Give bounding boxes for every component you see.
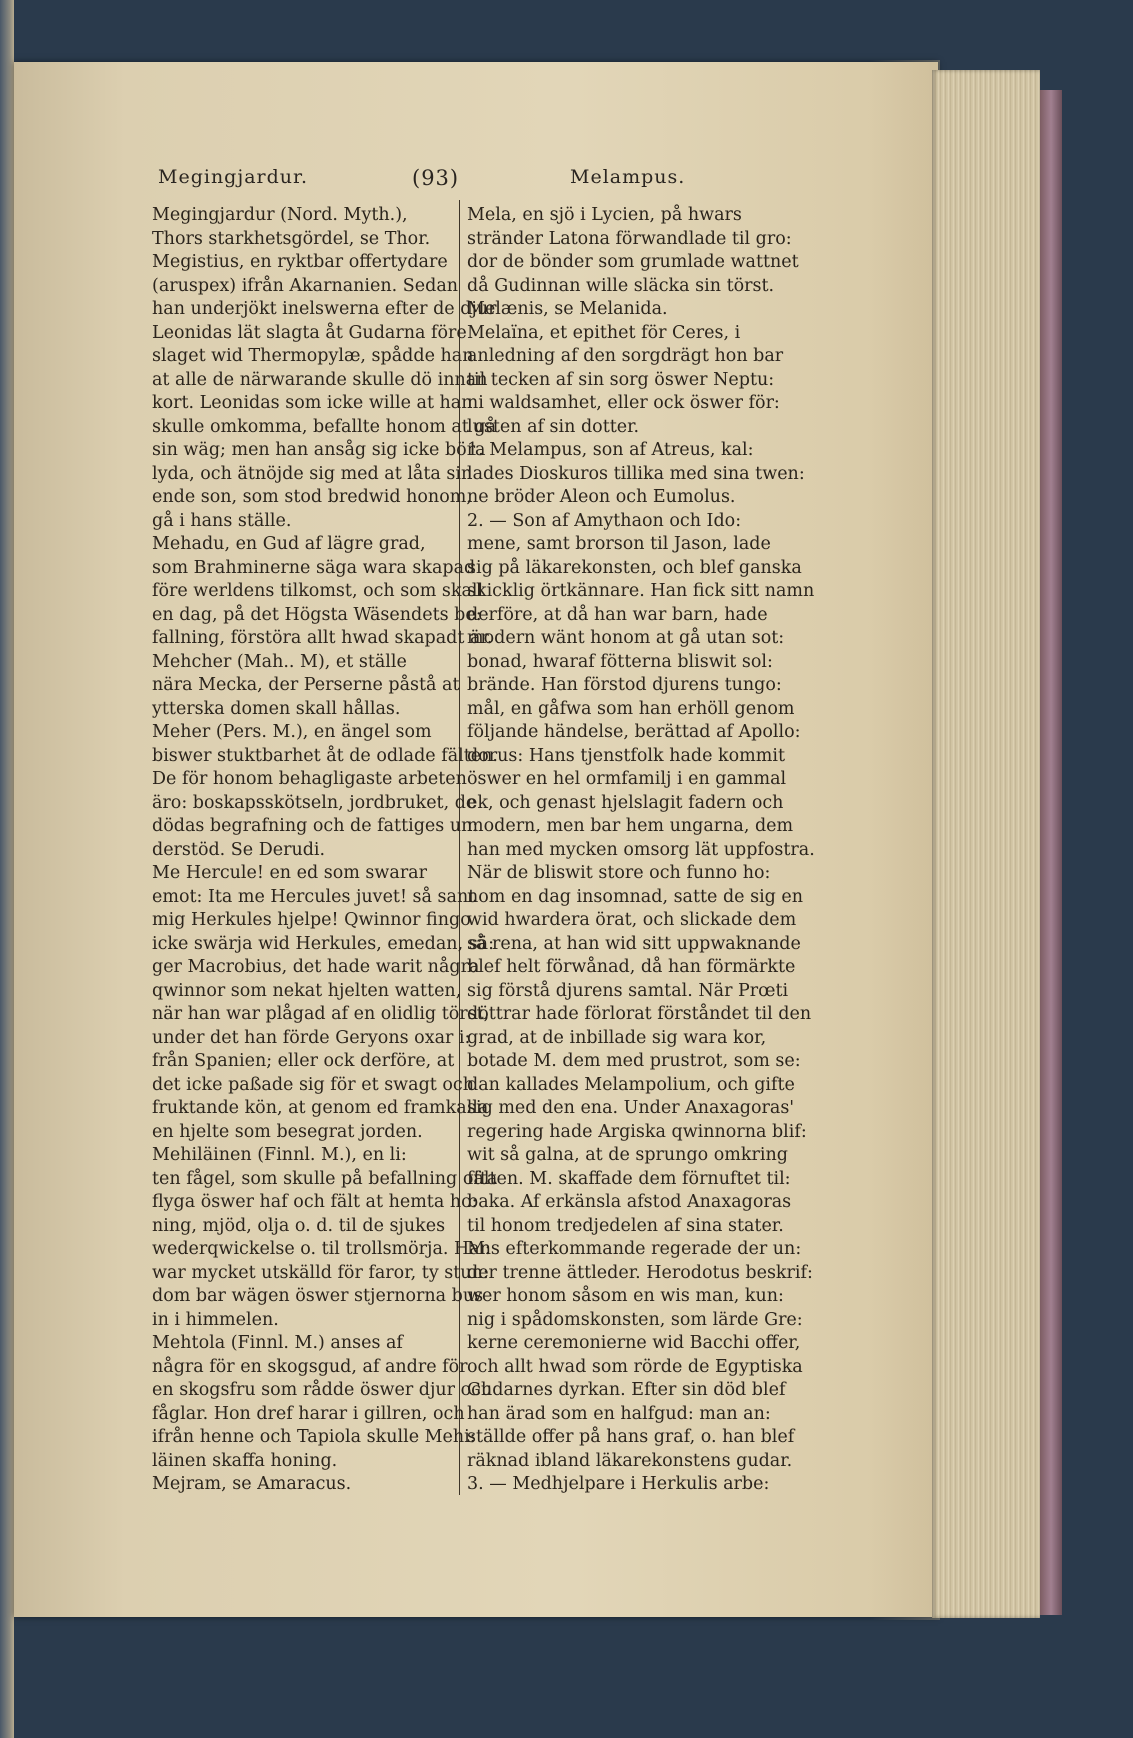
book-spine-edge [0,0,14,1738]
text-line: til honom tredjedelen af sina stater. [467,1215,784,1236]
text-line: at alle de närwarande skulle dö innan [152,369,488,390]
text-line: före werldens tilkomst, och som skall [152,581,484,601]
text-line: Megistius, en ryktbar offertydare [152,252,448,272]
text-line: ten fågel, som skulle på befallning ofta [152,1168,498,1189]
text-line: nig i spådomskonsten, som lärde Gre: [467,1309,803,1330]
text-line: sig på läkarekonsten, och blef ganska [467,557,802,578]
text-line: slaget wid Thermopylæ, spådde han [152,346,474,366]
text-line: han underjökt inelswerna efter de djur [152,299,497,319]
text-line: blef helt förwånad, då han förmärkte [467,957,796,977]
text-line: lusten af sin dotter. [467,416,640,437]
text-line: 3. — Medhjelpare i Herkulis arbe: [467,1474,770,1494]
text-line: dom bar wägen öswer stjernorna bus [152,1286,484,1306]
text-line: mål, en gåfwa som han erhöll genom [467,698,795,719]
text-line: qwinnor som nekat hjelten watten, [152,980,462,1001]
text-line: icke swärja wid Herkules, emedan, sä: [152,933,495,954]
text-line: emot: Ita me Hercules juvet! så sant [152,886,476,907]
text-line: derföre, at då han war barn, hade [467,604,768,625]
text-line: ger Macrobius, det hade warit några [152,957,480,977]
text-line: ne bröder Aleon och Eumolus. [467,487,736,507]
text-line: brände. Han förstod djurens tungo: [467,675,782,695]
text-line: kerne ceremonierne wid Bacchi offer, [467,1333,801,1353]
text-line: baka. Af erkänsla afstod Anaxagoras [467,1192,792,1212]
text-line: sig med den ena. Under Anaxagoras' [467,1098,795,1118]
text-line: dan kallades Melampolium, och gifte [467,1074,795,1095]
text-line: och allt hwad som rörde de Egyptiska [467,1356,803,1377]
text-line: så rena, at han wid sitt uppwaknande [467,933,801,954]
text-line: 2. — Son af Amythaon och Ido: [467,510,742,531]
text-line: Megingjardur (Nord. Myth.), [152,205,408,225]
text-line: skicklig örtkännare. Han fick sitt namn [467,581,815,601]
text-line: wid hwardera örat, och slickade dem [467,910,797,930]
text-line: som Brahminerne säga wara skapad [152,557,476,578]
text-line: ek, och genast hjelslagit fadern och [467,792,784,813]
text-line: Melaïna, et epithet för Ceres, i [467,322,741,343]
text-line: flyga öswer haf och fält at hemta ho: [152,1192,478,1212]
text-line: Mehcher (Mah.. M), et ställe [152,651,407,672]
text-line: äro: boskapsskötseln, jordbruket, de [152,792,477,813]
text-line: botade M. dem med prustrot, som se: [467,1051,801,1071]
text-line: gå i hans ställe. [152,510,292,531]
text-line: De för honom behagligaste arbeten [152,769,467,789]
text-line: När de bliswit store och funno ho: [467,863,771,883]
text-line: fåglar. Hon dref harar i gillren, och [152,1403,465,1424]
left-column [152,204,498,1497]
text-line: ställde offer på hans graf, o. han blef [467,1427,795,1447]
text-line: wit så galna, at de sprungo omkring [467,1145,788,1165]
text-line: kort. Leonidas som icke wille at han [152,393,473,413]
text-line: lyda, och ätnöjde sig med at låta sin [152,463,473,484]
text-line: wer honom såsom en wis man, kun: [467,1286,784,1306]
text-line: Meher (Pers. M.), en ängel som [152,722,432,742]
text-line: ni waldsamhet, eller ock öswer för: [467,393,780,413]
text-line: modern wänt honom at gå utan sot: [467,628,785,648]
text-line: (aruspex) ifrån Akarnanien. Sedan [152,275,459,296]
text-line: ning, mjöd, olja o. d. til de sjukes [152,1215,446,1236]
page-number: (93) [412,166,460,190]
text-line: fälten. M. skaffade dem förnuftet til: [467,1168,791,1189]
text-line: anledning af den sorgdrägt hon bar [467,346,784,366]
header-left-word: Megingjardur. [158,166,309,188]
text-line: lades Dioskuros tillika med sina twen: [467,463,805,484]
page-shadow [870,60,940,1620]
text-line: läinen skaffa honing. [152,1450,338,1471]
text-line: war mycket utskälld för faror, ty stun: [152,1262,489,1283]
text-line: han med mycken omsorg lät uppfostra. [467,839,815,860]
text-line: mene, samt brorson til Jason, lade [467,534,771,554]
text-line: nära Mecka, der Perserne påstå at [152,675,460,695]
right-column [467,204,815,1497]
text-line: fruktande kön, at genom ed framkalla [152,1098,489,1118]
text-line: när han war plågad af en olidlig törst, [152,1004,490,1024]
text-line: det icke paßade sig för et swagt och [152,1074,474,1095]
text-line: Me Hercule! en ed som swarar [152,863,427,883]
text-line: in i himmelen. [152,1309,279,1330]
text-line: stränder Latona förwandlade til gro: [467,228,792,249]
text-line: ytterska domen skall hållas. [152,698,401,719]
text-line: från Spanien; eller ock derföre, at [152,1051,455,1071]
text-line: Mehadu, en Gud af lägre grad, [152,534,426,554]
text-line: räknad ibland läkarekonstens gudar. [467,1450,793,1471]
text-line: sig förstå djurens samtal. När Prœti [467,980,789,1001]
running-header [150,166,876,196]
text-line: M:s efterkommande regerade der un: [467,1239,802,1259]
text-line: ende son, som stod bredwid honom, [152,487,472,507]
text-line: öswer en hel ormfamilj i en gammal [467,769,787,789]
text-line: der trenne ättleder. Herodotus beskrif: [467,1262,813,1283]
text-line: han ärad som en halfgud: man an: [467,1403,771,1424]
text-line: under det han förde Geryons oxar i: [152,1027,471,1048]
text-line: några för en skogsgud, af andre för [152,1356,468,1377]
text-line: dödas begrafning och de fattiges un: [152,816,479,836]
text-line: Mehiläinen (Finnl. M.), en li: [152,1145,407,1165]
text-line: Mejram, se Amaracus. [152,1474,352,1494]
text-line: mig Herkules hjelpe! Qwinnor fingo [152,910,471,930]
text-line: Mela, en sjö i Lycien, på hwars [467,205,742,225]
text-line: til tecken af sin sorg öswer Neptu: [467,369,775,390]
text-line: grad, at de inbillade sig wara kor, [467,1027,767,1048]
text-line: döttrar hade förlorat förståndet til den [467,1004,812,1024]
text-line: då Gudinnan wille släcka sin törst. [467,275,775,296]
text-line: Gudarnes dyrkan. Efter sin död blef [467,1380,786,1400]
text-line: ifrån henne och Tapiola skulle Mehi: [152,1427,476,1447]
text-line: dorus: Hans tjenstfolk hade kommit [467,745,785,766]
text-line: modern, men bar hem ungarna, dem [467,816,794,836]
text-line: regering hade Argiska qwinnorna blif: [467,1121,807,1142]
page-block-edge [932,70,1040,1618]
text-line: wederqwickelse o. til trollsmörja. Han [152,1239,491,1259]
text-line: fallning, förstöra allt hwad skapadt är. [152,628,493,648]
text-line: följande händelse, berättad af Apollo: [467,722,801,742]
header-right-word: Melampus. [570,166,686,188]
text-line: dor de bönder som grumlade wattnet [467,252,799,272]
text-line: bonad, hwaraf fötterna bliswit sol: [467,651,773,672]
text-line: en skogsfru som rådde öswer djur och [152,1380,493,1400]
book-cover-edge [1040,90,1062,1615]
text-line: nom en dag insomnad, satte de sig en [467,886,804,907]
text-line: en dag, på det Högsta Wäsendets be: [152,604,482,625]
text-line: Thors starkhetsgördel, se Thor. [152,228,431,249]
text-line: derstöd. Se Derudi. [152,839,326,860]
text-line: Leonidas lät slagta åt Gudarna före [152,322,467,343]
text-line: skulle omkomma, befallte honom at gå [152,416,497,437]
text-line: Mehtola (Finnl. M.) anses af [152,1333,403,1353]
text-line: sin wäg; men han ansåg sig icke böra [152,440,486,460]
text-line: Melænis, se Melanida. [467,299,668,319]
text-line: biswer stuktbarhet åt de odlade fälten. [152,745,498,766]
text-line: en hjelte som besegrat jorden. [152,1121,423,1142]
text-line: 1. Melampus, son af Atreus, kal: [467,440,754,460]
